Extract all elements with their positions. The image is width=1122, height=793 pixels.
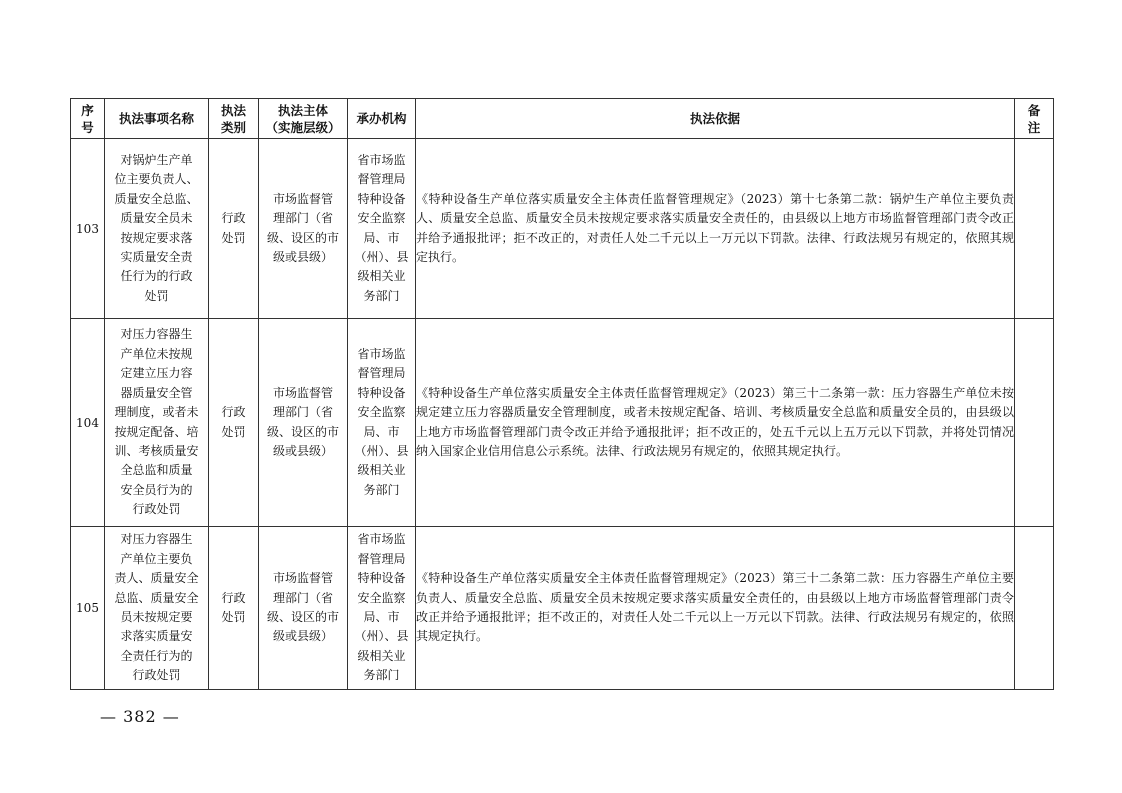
header-note: 备 注 — [1015, 99, 1054, 139]
row-subject: 市场监督管 理部门（省 级、设区的市 级或县级） — [259, 139, 348, 319]
row-seq: 105 — [71, 527, 105, 690]
table-row — [71, 527, 1054, 690]
row-seq: 103 — [71, 139, 105, 319]
row-organ: 省市场监 督管理局 特种设备 安全监察 局、市 （州）、县 级相关业 务部门 — [348, 319, 416, 527]
row-item-name: 对锅炉生产单 位主要负责人、 质量安全总监、 质量安全员未 按规定要求落 实质量安全责 任行为的行政 处罚 — [105, 139, 209, 319]
row-seq: 104 — [71, 319, 105, 527]
header-category: 执法 类别 — [209, 99, 259, 139]
header-organ: 承办机构 — [348, 99, 416, 139]
row-organ: 省市场监 督管理局 特种设备 安全监察 局、市 （州）、县 级相关业 务部门 — [348, 527, 416, 690]
row-basis: 《特种设备生产单位落实质量安全主体责任监督管理规定》（2023）第十七条第二款：锅炉生产单位主要负责人、质量安全总监、质量安全员未按规定要求落实质量安全责任的，由县级以上地方市场监督管理部门责令改正并给予通报批评；拒不改正的，对责任人处二千元以上一万元以下罚款。法律、行政法规另有规定的，依照其规定执行。 — [416, 139, 1015, 319]
row-note — [1015, 319, 1054, 527]
table-row — [71, 319, 1054, 527]
header-subject: 执法主体 （实施层级） — [259, 99, 348, 139]
table-header-row — [71, 99, 1054, 139]
row-basis: 《特种设备生产单位落实质量安全主体责任监督管理规定》（2023）第三十二条第一款：压力容器生产单位未按规定建立压力容器质量安全管理制度，或者未按规定配备、培训、考核质量安全总监和质量安全员的，由县级以上地方市场监督管理部门责令改正并给予通报批评；拒不改正的，处五千元以上五万元以下罚款，并将处罚情况纳入国家企业信用信息公示系统。法律、行政法规另有规定的，依照其规定执行。 — [416, 319, 1015, 527]
row-subject: 市场监督管 理部门（省 级、设区的市 级或县级） — [259, 319, 348, 527]
enforcement-table — [70, 98, 1054, 690]
row-item-name: 对压力容器生 产单位主要负 责人、质量安全 总监、质量安全 员未按规定要 求落实质量安 全责任行为的 行政处罚 — [105, 527, 209, 690]
row-note — [1015, 139, 1054, 319]
row-note — [1015, 527, 1054, 690]
row-item-name: 对压力容器生 产单位未按规 定建立压力容 器质量安全管 理制度，或者未 按规定配备、培 训、考核质量安 全总监和质量 安全员行为的 行政处罚 — [105, 319, 209, 527]
row-basis: 《特种设备生产单位落实质量安全主体责任监督管理规定》（2023）第三十二条第二款：压力容器生产单位主要负责人、质量安全总监、质量安全员未按规定要求落实质量安全责任的，由县级以上地方市场监督管理部门责令改正并给予通报批评；拒不改正的，对责任人处二千元以上一万元以下罚款。法律、行政法规另有规定的，依照其规定执行。 — [416, 527, 1015, 690]
row-organ: 省市场监 督管理局 特种设备 安全监察 局、市 （州）、县 级相关业 务部门 — [348, 139, 416, 319]
row-category: 行政 处罚 — [209, 319, 259, 527]
row-category: 行政 处罚 — [209, 527, 259, 690]
row-subject: 市场监督管 理部门（省 级、设区的市 级或县级） — [259, 527, 348, 690]
page-number: — 382 — — [100, 707, 180, 726]
header-basis: 执法依据 — [416, 99, 1015, 139]
table-row — [71, 139, 1054, 319]
header-seq: 序 号 — [71, 99, 105, 139]
row-category: 行政 处罚 — [209, 139, 259, 319]
header-name: 执法事项名称 — [105, 99, 209, 139]
